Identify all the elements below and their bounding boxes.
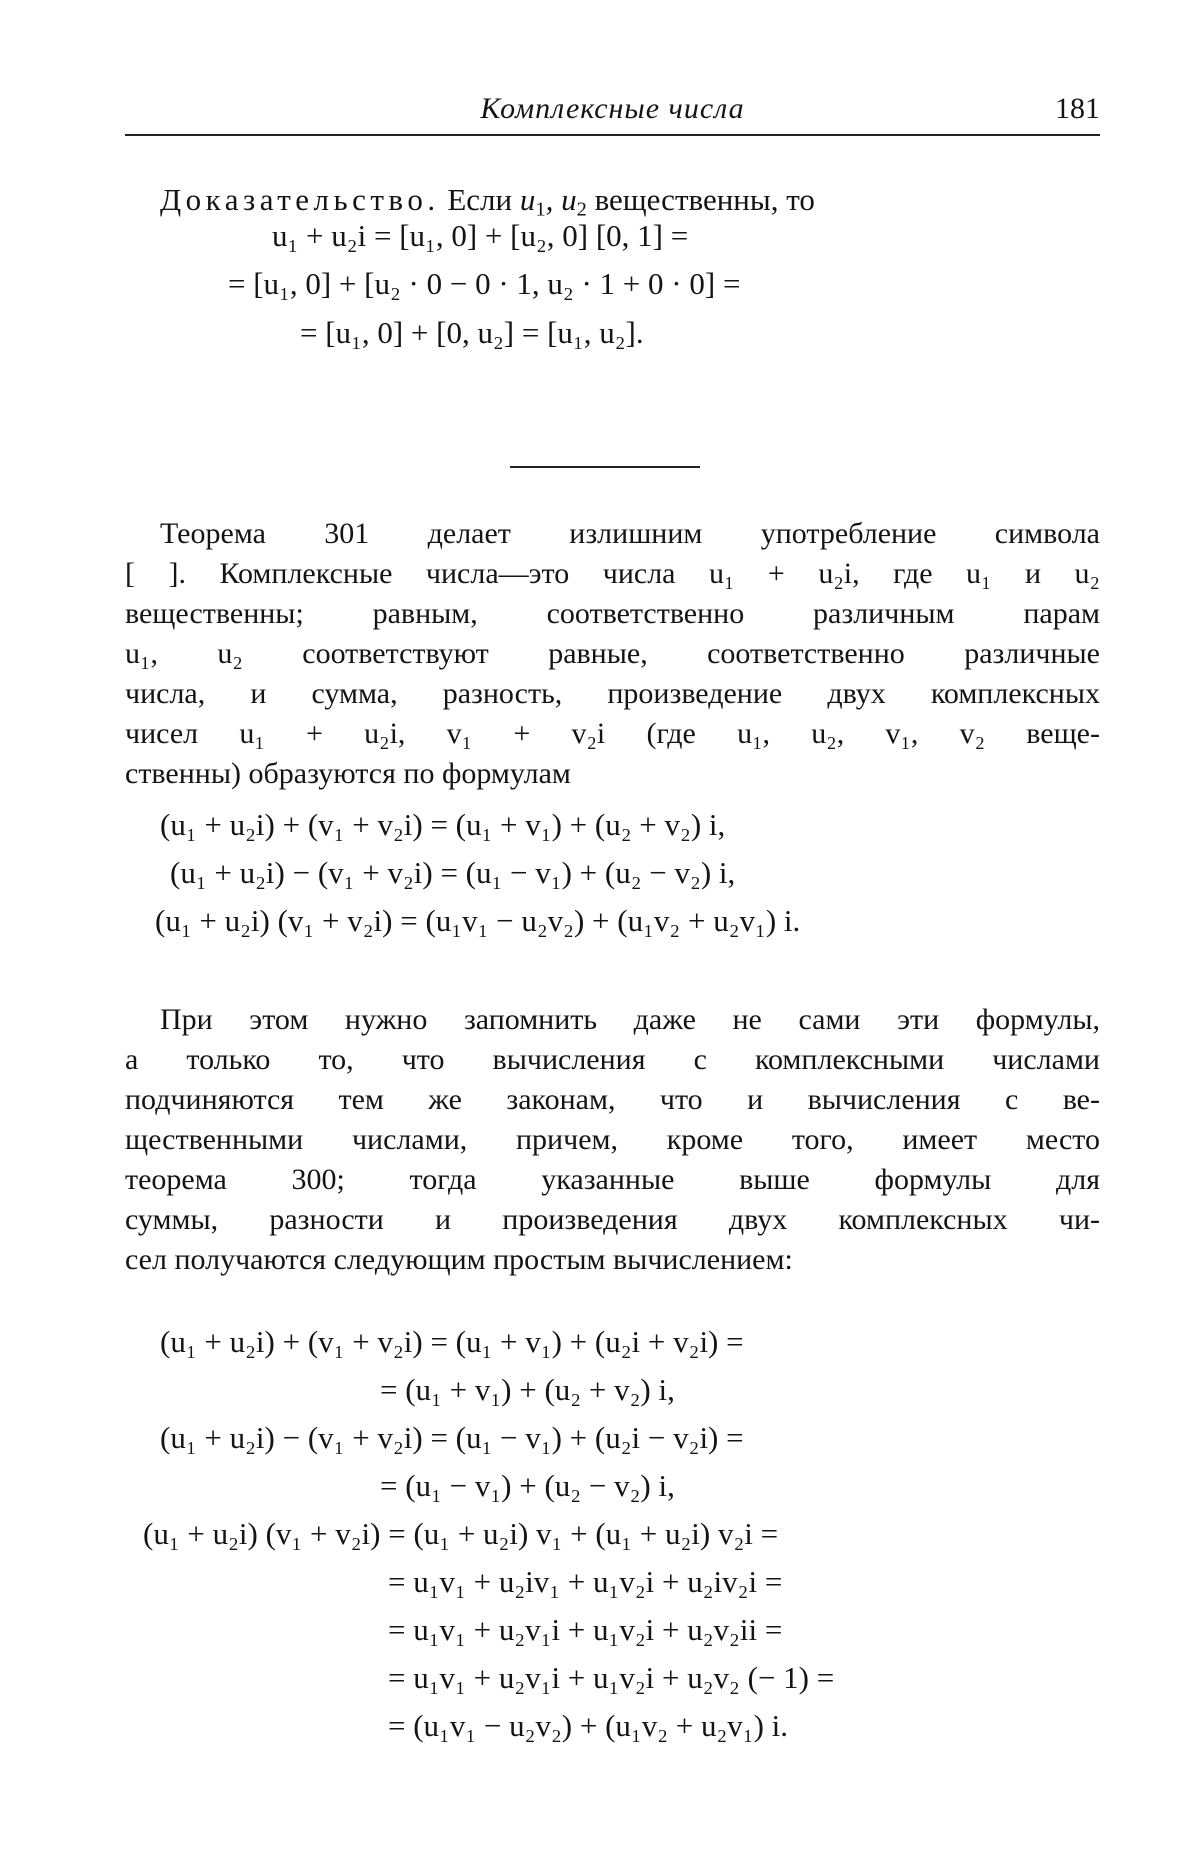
paragraph-line: теорема 300; тогда указанные выше формулы для [125,1163,1100,1196]
proof-text-end: вещественны, то [594,182,815,217]
paragraph-line: подчиняются тем же законам, что и вычисления с ве- [125,1083,1100,1116]
derivation-line: = (u₁ + v₁) + (u₂ + v₂) i, [380,1372,675,1407]
paragraph-line: ственны) образуются по формулам [125,757,571,790]
paragraph-line: При этом нужно запомнить даже не сами эти формулы, [160,1003,1100,1036]
proof-equation-line: = [u₁, 0] + [0, u₂] = [u₁, u₂]. [300,315,644,350]
derivation-line: (u₁ + u₂i) − (v₁ + v₂i) = (u₁ − v₁) + (u₂i − v₂i) = [160,1420,744,1455]
formula-product: (u₁ + u₂i) (v₁ + v₂i) = (u₁v₁ − u₂v₂) + (u₁v₂ + u₂v₁) i. [155,903,801,938]
header-rule [125,134,1100,136]
proof-equation-line: u₁ + u₂i = [u₁, 0] + [u₂, 0] [0, 1] = [272,218,689,253]
paragraph-theorem-301 [125,514,1100,794]
paragraph-line: числа, и сумма, разность, произведение двух комплексных [125,677,1100,710]
paragraph-line: сел получаются следующим простым вычислением: [125,1243,793,1276]
proof-equation-line: = [u₁, 0] + [u₂ · 0 − 0 · 1, u₂ · 1 + 0 · 0] = [228,266,741,301]
derivation-line: (u₁ + u₂i) (v₁ + v₂i) = (u₁ + u₂i) v₁ + (u₁ + u₂i) v₂i = [143,1516,779,1551]
derivation-line: = u₁v₁ + u₂v₁i + u₁v₂i + u₂v₂ii = [388,1612,783,1647]
proof-text: Если [447,182,513,217]
formula-difference: (u₁ + u₂i) − (v₁ + v₂i) = (u₁ − v₁) + (u₂ − v₂) i, [170,855,736,890]
paragraph-line: вещественны; равным, соответственно различным парам [125,597,1100,630]
running-title: Комплексные числа [480,92,745,125]
paragraph-line: [ ]. Комплексные числа—это числа u₁ + u₂i, где u₁ и u₂ [125,557,1100,590]
section-separator [510,466,700,468]
paragraph-line: щественными числами, причем, кроме того, имеет место [125,1123,1100,1156]
derivation-line: (u₁ + u₂i) + (v₁ + v₂i) = (u₁ + v₁) + (u₂i + v₂i) = [160,1324,744,1359]
page-number: 181 [1055,92,1100,125]
paragraph-explanation [125,1000,1100,1280]
paragraph-line: суммы, разности и произведения двух комплексных чи- [125,1203,1100,1236]
paragraph-line: Теорема 301 делает излишним употребление символа [160,517,1100,550]
proof-intro: Доказательство. Если $u_1$, $u_2$ вещественны, то [160,182,815,221]
derivation-line: = (u₁ − v₁) + (u₂ − v₂) i, [380,1468,675,1503]
derivation-line: = (u₁v₁ − u₂v₂) + (u₁v₂ + u₂v₁) i. [388,1708,789,1743]
paragraph-line: а только то, что вычисления с комплексными числами [125,1043,1100,1076]
formula-sum: (u₁ + u₂i) + (v₁ + v₂i) = (u₁ + v₁) + (u₂ + v₂) i, [160,807,726,842]
page-header [125,92,1100,132]
paragraph-line: u₁, u₂ соответствуют равные, соответственно различные [125,637,1100,670]
paragraph-line: чисел u₁ + u₂i, v₁ + v₂i (где u₁, u₂, v₁, v₂ веще- [125,717,1100,750]
derivation-line: = u₁v₁ + u₂v₁i + u₁v₂i + u₂v₂ (− 1) = [388,1660,835,1695]
derivation-line: = u₁v₁ + u₂iv₁ + u₁v₂i + u₂iv₂i = [388,1564,783,1599]
proof-label: Доказательство. [160,182,440,217]
